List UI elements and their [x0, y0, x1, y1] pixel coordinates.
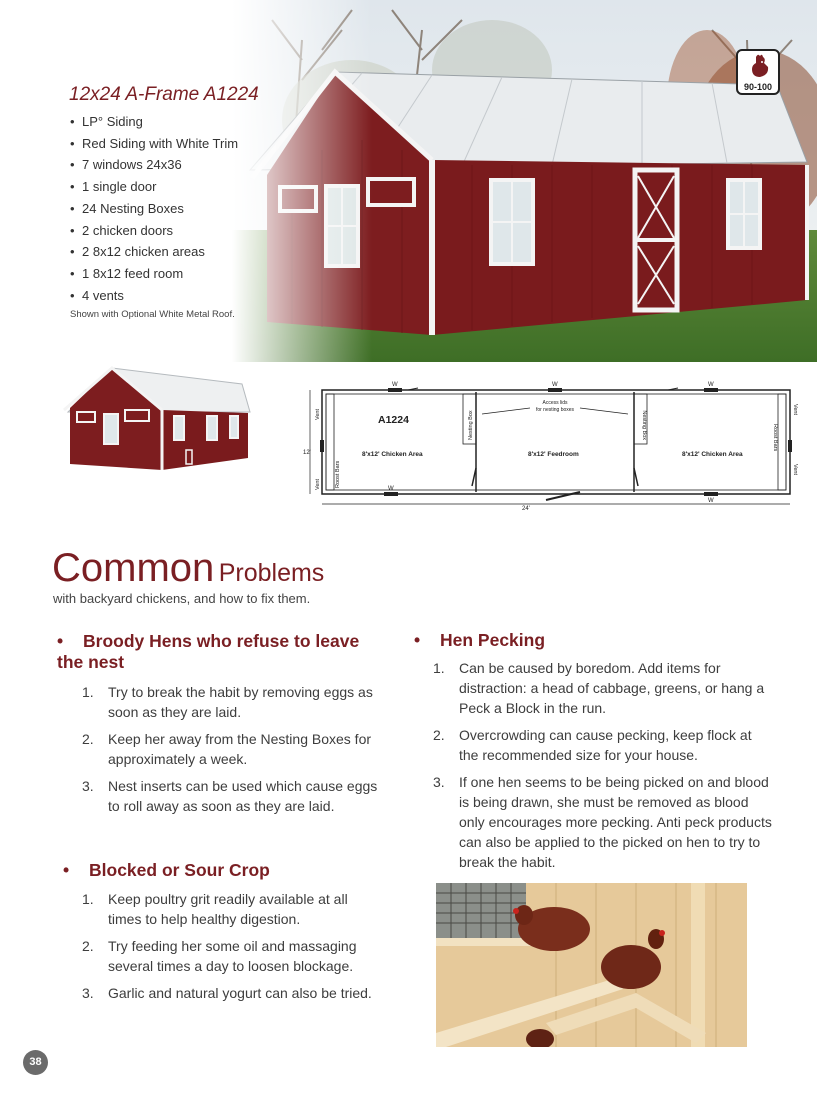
- list-item: 3. If one hen seems to be being picked on and blood is being drawn, she must be removed as blood only encourages more pecking. Anti peck products can also be applied to the picked on hen to try to break the habit.: [433, 774, 772, 870]
- spec-item: • Red Siding with White Trim: [70, 133, 238, 155]
- list-item: 3. Nest inserts can be used which cause eggs to roll away as soon as they are laid.: [82, 778, 378, 814]
- width-label: 12': [303, 450, 311, 456]
- floor-plan-area-right: 8'x12' Chicken Area: [682, 451, 743, 458]
- roost-bars-label-right: Roost Bars: [772, 424, 778, 452]
- spec-item: • 7 windows 24x36: [70, 154, 238, 176]
- capacity-text: 90-100: [743, 82, 773, 92]
- page-number: 38: [23, 1050, 48, 1075]
- section-heading: [52, 548, 324, 588]
- bullet-icon: •: [414, 630, 421, 650]
- heading-secondary: Problems: [218, 559, 325, 587]
- section-subtitle: with backyard chickens, and how to fix them.: [53, 591, 311, 606]
- bullet-icon: •: [57, 631, 64, 651]
- problem-title-broody: • Broody Hens who refuse to leave the nest: [57, 631, 360, 672]
- length-label: 24': [522, 506, 530, 512]
- spec-item: • 24 Nesting Boxes: [70, 198, 238, 220]
- window-label: W: [708, 498, 714, 504]
- roost-bars-label-left: Roost Bars: [335, 460, 341, 488]
- vent-label: Vent: [315, 408, 321, 420]
- list-item: 1. Can be caused by boredom. Add items for distraction: a head of cabbage, greens, or hang a Peck a Block in the run.: [433, 660, 765, 716]
- problem-title-crop: • Blocked or Sour Crop: [63, 860, 270, 880]
- problem-title-pecking: • Hen Pecking: [414, 630, 546, 650]
- capacity-badge: [736, 49, 780, 95]
- floor-plan-area-left: 8'x12' Chicken Area: [362, 451, 423, 458]
- spec-item: • 2 chicken doors: [70, 220, 238, 242]
- steps-pecking: [433, 658, 773, 879]
- list-item: 2. Try feeding her some oil and massaging several times a day to loosen blockage.: [82, 938, 357, 974]
- spec-item: • 4 vents: [70, 285, 238, 307]
- chicken-photo: [436, 883, 747, 1047]
- vent-label: Vent: [315, 478, 321, 490]
- window-label: W: [388, 486, 394, 492]
- spec-item: • 1 single door: [70, 176, 238, 198]
- floor-plan-area-center: 8'x12' Feedroom: [528, 451, 579, 458]
- nesting-box-label-left: Nesting Box: [468, 410, 474, 440]
- spec-list: [70, 111, 238, 306]
- floor-plan: [300, 376, 802, 514]
- window-label: W: [392, 382, 398, 388]
- model-title: 12x24 A-Frame A1224: [69, 84, 259, 105]
- window-label: W: [708, 382, 714, 388]
- steps-crop: [82, 889, 382, 1010]
- bullet-icon: •: [63, 860, 70, 880]
- access-note-line2: for nesting boxes: [535, 407, 575, 413]
- rooster-icon: [748, 53, 770, 79]
- list-item: 2. Overcrowding can cause pecking, keep flock at the recommended size for your house.: [433, 727, 752, 763]
- spec-note: Shown with Optional White Metal Roof.: [70, 309, 235, 320]
- spec-item: • 2 8x12 chicken areas: [70, 241, 238, 263]
- spec-item: • 1 8x12 feed room: [70, 263, 238, 285]
- steps-broody: [82, 682, 382, 823]
- heading-main: Common: [52, 546, 215, 590]
- vent-label: Vent: [792, 464, 798, 476]
- window-label: W: [552, 382, 558, 388]
- spec-item: • LP° Siding: [70, 111, 238, 133]
- access-note-line1: Access lids: [542, 400, 568, 406]
- list-item: 1. Try to break the habit by removing eggs as soon as they are laid.: [82, 684, 373, 720]
- list-item: 3. Garlic and natural yogurt can also be tried.: [82, 985, 372, 1001]
- shed-thumbnail: [62, 366, 252, 476]
- list-item: 1. Keep poultry grit readily available at all times to help healthy digestion.: [82, 891, 348, 927]
- list-item: 2. Keep her away from the Nesting Boxes for approximately a week.: [82, 731, 372, 767]
- vent-label: Vent: [792, 404, 798, 416]
- floor-plan-model: A1224: [378, 414, 409, 426]
- nesting-box-label-right: Nesting Box: [641, 410, 647, 440]
- hero-shed-photo: [232, 0, 817, 362]
